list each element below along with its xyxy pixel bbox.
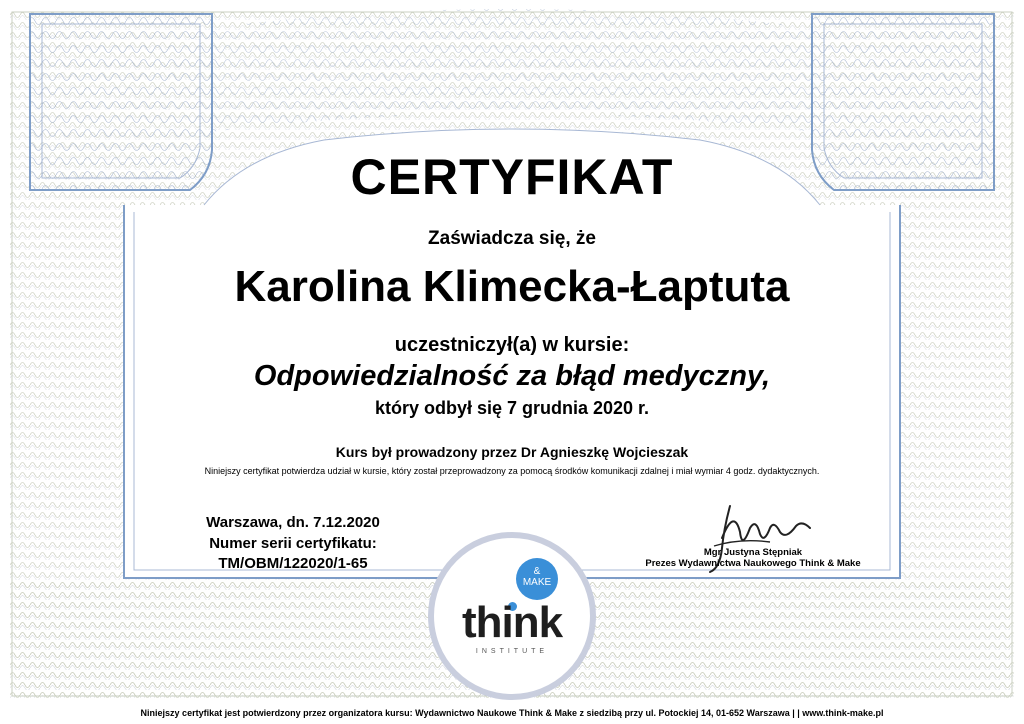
place-date: Warszawa, dn. 7.12.2020 [206, 514, 380, 531]
footer-text: Niniejszy certyfikat jest potwierdzony przez organizatora kursu: Wydawnictwo Naukowe Think & Make z siedzibą przy ul. Potockiej 14, 01-652 Warszawa | | www.think-make.pl [140, 708, 884, 718]
signer-name: Mgr Justyna Stępniak [703, 547, 803, 558]
certificate-note: Niniejszy certyfikat potwierdza udział w kursie, który został przeprowadzony za pomocą środków komunikacji zdalnej i miał wymiar 4 godz. dydaktycznych. [204, 466, 820, 476]
instructor-line: Kurs był prowadzony przez Dr Agnieszkę Wojcieszak [335, 444, 689, 460]
serial-label: Numer serii certyfikatu: [209, 535, 377, 552]
badge-make: MAKE [522, 577, 552, 588]
serial-number: TM/OBM/122020/1-65 [218, 555, 368, 572]
badge-ampersand: & [533, 566, 541, 577]
logo-wordmark: think [461, 598, 563, 647]
participant-name: Karolina Klimecka-Łaptuta [234, 262, 790, 311]
attended-label: uczestniczył(a) w kursie: [394, 334, 630, 356]
make-badge [516, 558, 558, 600]
intro-text: Zaświadcza się, że [428, 228, 596, 249]
logo-subtitle: INSTITUTE [475, 648, 549, 655]
course-date-line: który odbył się 7 grudnia 2020 r. [374, 398, 650, 418]
think-make-logo-icon [428, 532, 596, 700]
certificate-title: CERTYFIKAT [350, 149, 674, 205]
signer-role: Prezes Wydawnictwa Naukowego Think & Make [645, 558, 861, 569]
course-name: Odpowiedzialność za błąd medyczny, [253, 360, 771, 392]
